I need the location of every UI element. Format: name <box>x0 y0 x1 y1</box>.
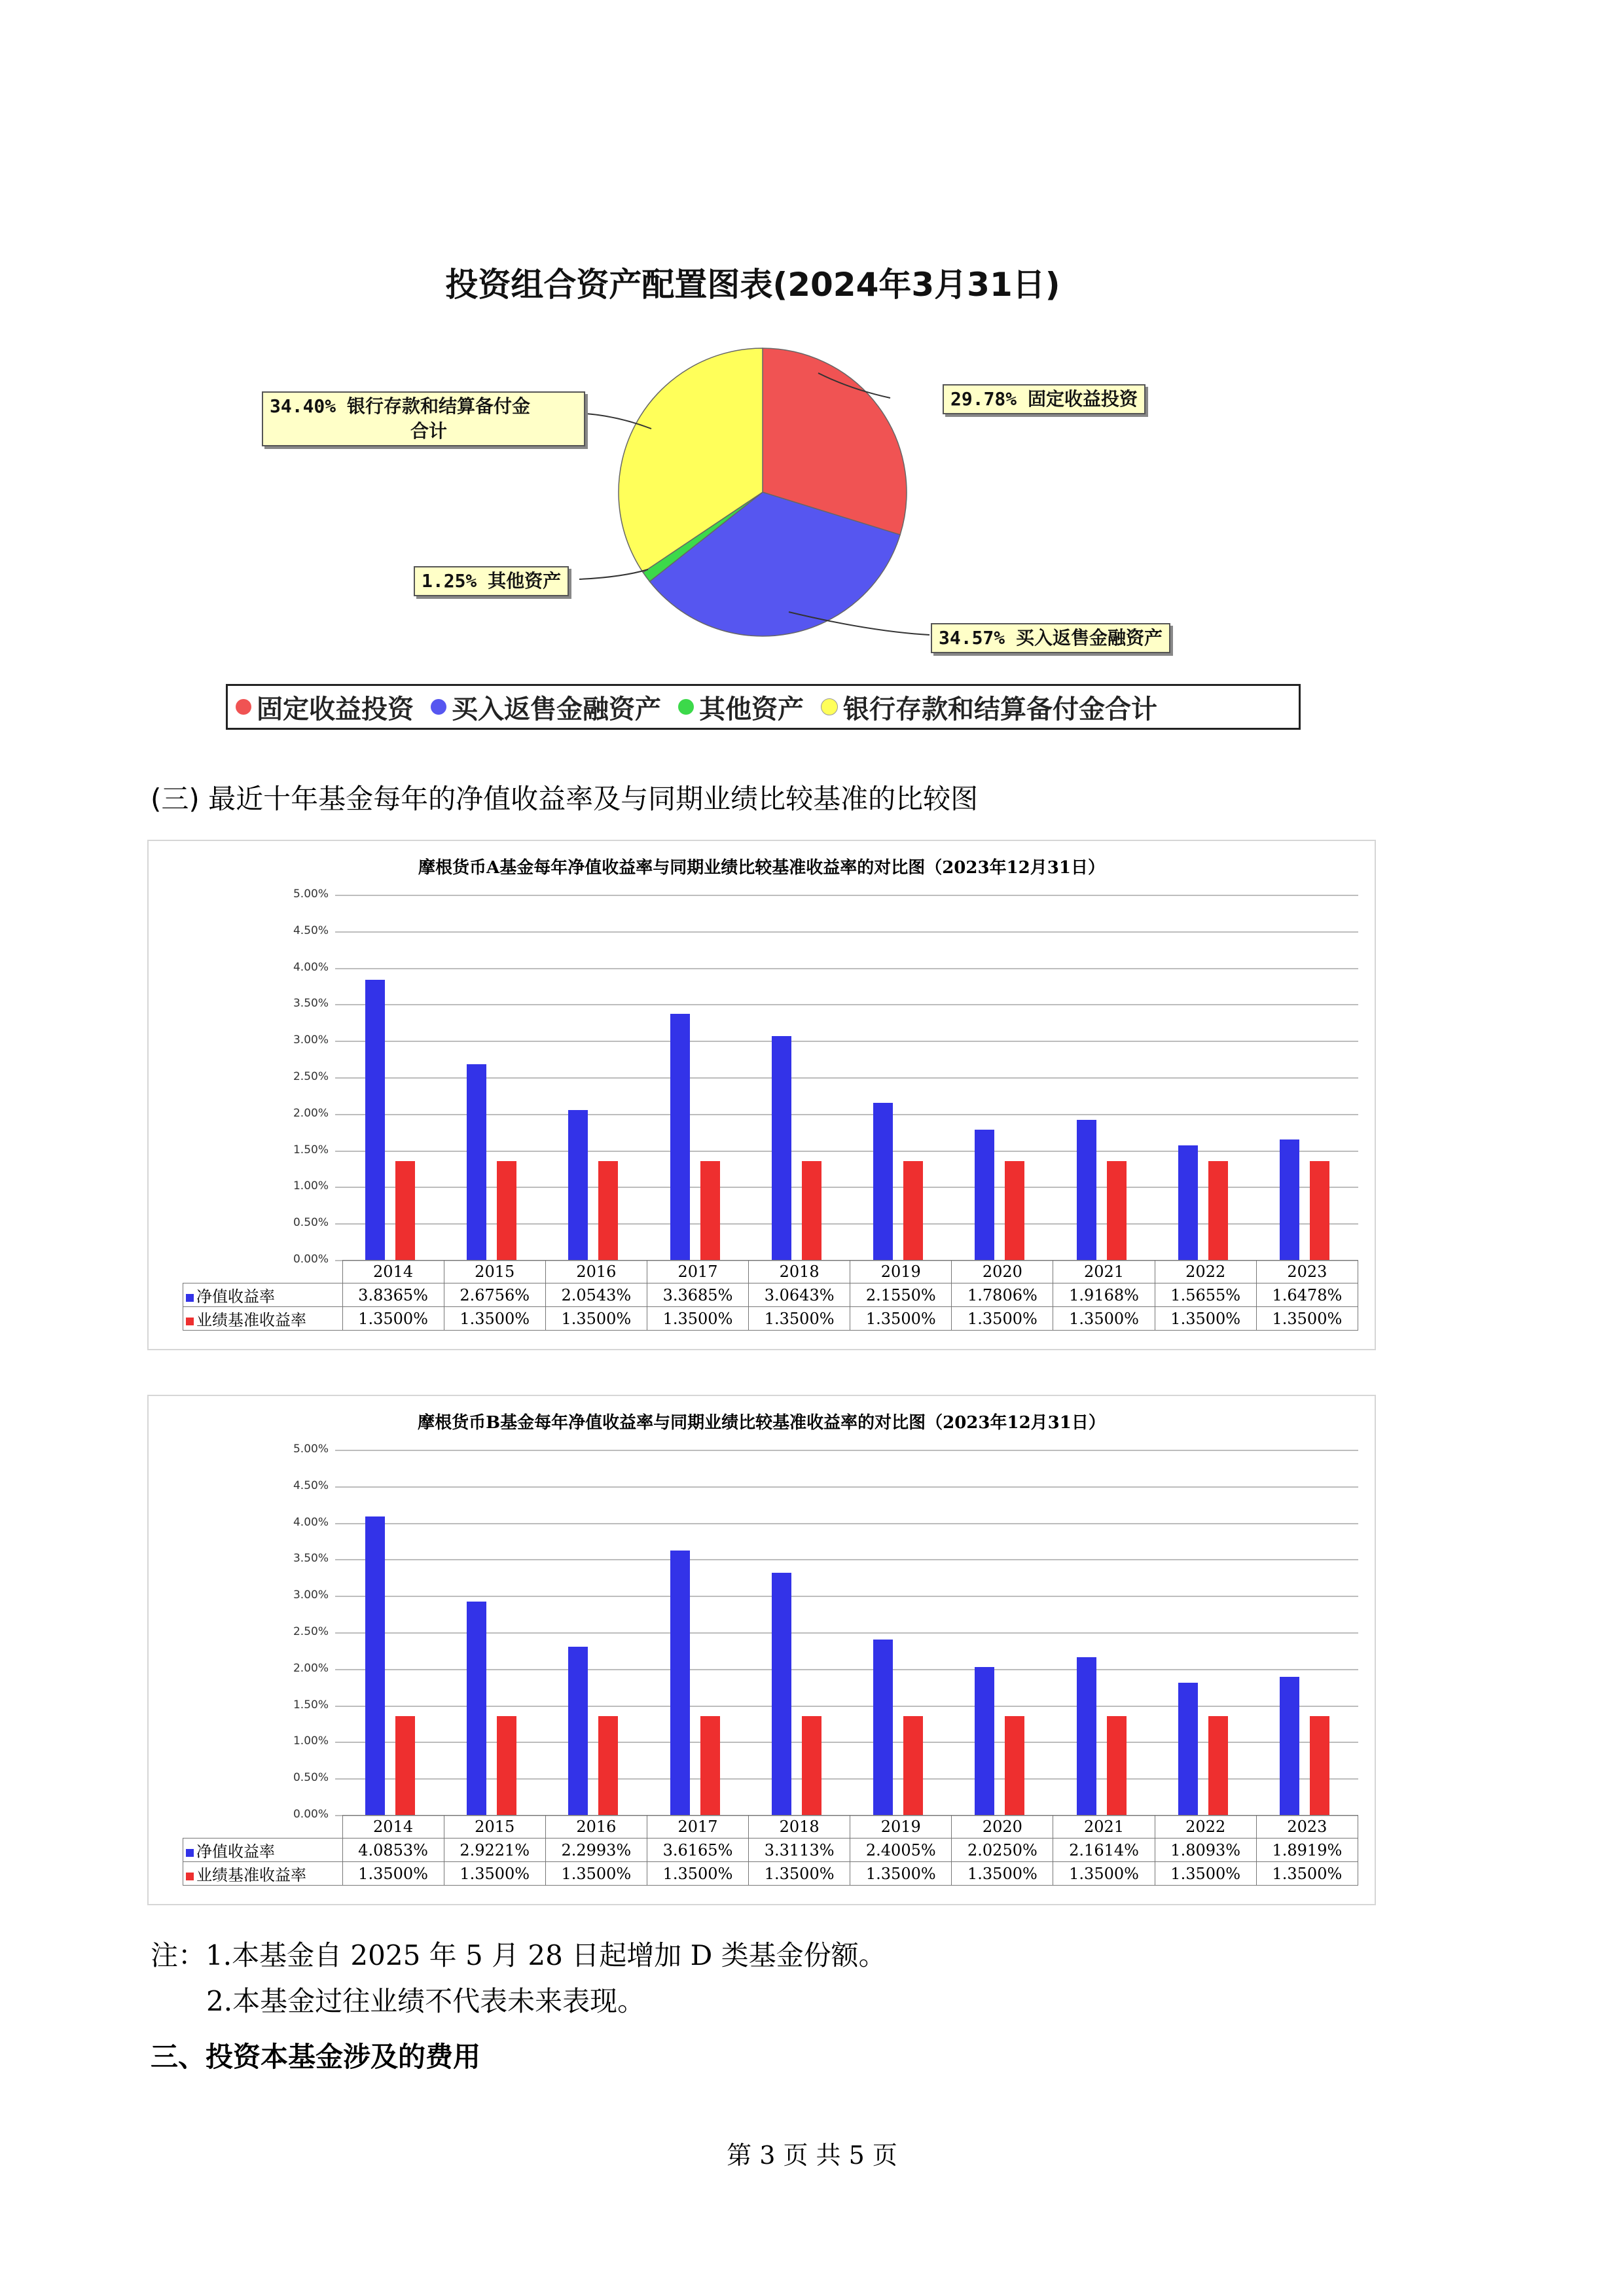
chart-b-y-tick-label: 2.00% <box>293 1661 329 1675</box>
chart-b-gridline <box>335 1596 1358 1597</box>
chart-a-gridline <box>335 1223 1358 1225</box>
pie-chart-title: 投资组合资产配置图表(2024年3月31日) <box>445 266 1060 304</box>
bar-chart-b-title: 摩根货币B基金每年净值收益率与同期业绩比较基准收益率的对比图（2023年12月31日） <box>418 1413 1106 1433</box>
chart-a-gridline <box>335 1187 1358 1188</box>
chart-b-bar-benchmark-2021 <box>1107 1716 1127 1815</box>
chart-b-y-tick-label: 3.00% <box>293 1588 329 1602</box>
chart-a-value-cell: 1.3500% <box>1053 1307 1155 1331</box>
chart-a-x-tick-label: 2017 <box>647 1261 748 1283</box>
chart-b-value-cell: 1.3500% <box>749 1862 850 1886</box>
chart-b-value-cell: 1.3500% <box>1155 1862 1256 1886</box>
chart-a-value-cell: 1.3500% <box>647 1307 748 1331</box>
chart-b-bar-nav-2016 <box>568 1647 588 1815</box>
pie-legend <box>226 684 1301 730</box>
chart-b-x-tick-label: 2014 <box>342 1816 444 1839</box>
chart-b-value-cell: 3.3113% <box>749 1839 850 1862</box>
legend-item-bank-deposits <box>821 689 1157 726</box>
chart-a-legend-swatch <box>186 1318 194 1325</box>
chart-a-bar-nav-2016 <box>568 1110 588 1260</box>
legend-dot-blue <box>431 699 446 715</box>
chart-a-bar-nav-2021 <box>1077 1120 1096 1260</box>
chart-a-y-tick-label: 2.50% <box>293 1070 329 1083</box>
chart-b-data-table <box>183 1815 1358 1886</box>
leader-line-other <box>579 569 648 579</box>
chart-a-bar-nav-2020 <box>975 1130 994 1260</box>
chart-b-y-tick-label: 0.00% <box>293 1808 329 1821</box>
chart-b-bar-nav-2021 <box>1077 1657 1096 1815</box>
chart-b-gridline <box>335 1706 1358 1707</box>
chart-b-gridline <box>335 1450 1358 1451</box>
chart-b-value-cell: 3.6165% <box>647 1839 748 1862</box>
chart-a-value-cell: 3.0643% <box>749 1283 850 1307</box>
chart-a-bar-nav-2014 <box>365 980 385 1260</box>
chart-b-bar-benchmark-2018 <box>802 1716 821 1815</box>
chart-b-value-cell: 1.8919% <box>1256 1839 1358 1862</box>
legend-item-reverse-repo <box>431 689 661 726</box>
legend-label: 固定收益投资 <box>257 694 414 725</box>
chart-a-x-tick-label: 2014 <box>342 1261 444 1283</box>
chart-b-legend-swatch <box>186 1849 194 1857</box>
bar-chart-b <box>147 1395 1376 1905</box>
chart-a-gridline <box>335 1041 1358 1042</box>
note-line-2: 2.本基金过往业绩不代表未来表现。 <box>206 1985 645 2017</box>
chart-a-y-tick-label: 5.00% <box>293 888 329 901</box>
chart-b-bar-benchmark-2023 <box>1310 1716 1329 1815</box>
chart-a-value-cell: 1.3500% <box>850 1307 952 1331</box>
chart-a-y-tick-label: 0.00% <box>293 1253 329 1266</box>
chart-b-gridline <box>335 1669 1358 1670</box>
chart-b-value-cell: 2.4005% <box>850 1839 952 1862</box>
callout-other-assets <box>414 566 569 596</box>
chart-a-x-tick-label: 2018 <box>749 1261 850 1283</box>
chart-a-value-cell: 3.3685% <box>647 1283 748 1307</box>
chart-b-value-cell: 1.3500% <box>1256 1862 1358 1886</box>
callout-fixed-pct: 29.78% <box>950 388 1017 410</box>
chart-a-x-tick-label: 2016 <box>545 1261 647 1283</box>
chart-a-value-cell: 1.3500% <box>1256 1307 1358 1331</box>
legend-item-fixed-income <box>236 689 414 726</box>
chart-b-x-tick-label: 2019 <box>850 1816 952 1839</box>
chart-a-value-cell: 1.5655% <box>1155 1283 1256 1307</box>
chart-b-y-tick-label: 1.00% <box>293 1734 329 1748</box>
callout-bank-line2: 合计 <box>410 420 448 442</box>
chart-a-y-tick-label: 2.00% <box>293 1106 329 1120</box>
callout-fixed-text: 固定收益投资 <box>1028 388 1138 410</box>
callout-reverse-repo <box>931 623 1170 653</box>
chart-a-value-cell: 1.6478% <box>1256 1283 1358 1307</box>
chart-b-bar-nav-2020 <box>975 1667 994 1815</box>
chart-a-bar-benchmark-2020 <box>1005 1161 1024 1260</box>
chart-b-value-cell: 1.3500% <box>342 1862 444 1886</box>
chart-a-value-cell: 1.3500% <box>749 1307 850 1331</box>
chart-b-bar-nav-2022 <box>1178 1683 1198 1815</box>
chart-b-bar-nav-2018 <box>772 1573 791 1815</box>
chart-b-gridline <box>335 1523 1358 1524</box>
chart-a-bar-benchmark-2016 <box>598 1161 618 1260</box>
chart-a-bar-benchmark-2019 <box>903 1161 923 1260</box>
chart-b-x-tick-label: 2015 <box>444 1816 545 1839</box>
chart-a-value-cell: 3.8365% <box>342 1283 444 1307</box>
chart-a-x-tick-label: 2021 <box>1053 1261 1155 1283</box>
bar-chart-a <box>147 840 1376 1350</box>
chart-b-gridline <box>335 1742 1358 1743</box>
chart-b-gridline <box>335 1778 1358 1780</box>
chart-b-series-label: 业绩基准收益率 <box>183 1862 343 1886</box>
chart-b-bar-benchmark-2019 <box>903 1716 923 1815</box>
page-footer: 第 3 页 共 5 页 <box>727 2141 897 2170</box>
chart-b-value-cell: 2.9221% <box>444 1839 545 1862</box>
chart-b-x-tick-label: 2018 <box>749 1816 850 1839</box>
chart-a-value-cell: 1.3500% <box>952 1307 1053 1331</box>
chart-a-value-cell: 2.6756% <box>444 1283 545 1307</box>
chart-b-bar-benchmark-2016 <box>598 1716 618 1815</box>
chart-a-gridline <box>335 968 1358 969</box>
chart-b-y-tick-label: 1.50% <box>293 1698 329 1712</box>
chart-b-value-cell: 1.3500% <box>1053 1862 1155 1886</box>
chart-b-bar-nav-2015 <box>467 1602 486 1815</box>
chart-a-value-cell: 1.3500% <box>444 1307 545 1331</box>
chart-b-value-cell: 4.0853% <box>342 1839 444 1862</box>
chart-a-value-cell: 1.9168% <box>1053 1283 1155 1307</box>
section-heading: (三) 最近十年基金每年的净值收益率及与同期业绩比较基准的比较图 <box>151 783 979 815</box>
chart-a-gridline <box>335 1077 1358 1079</box>
chart-a-bar-nav-2017 <box>670 1014 690 1260</box>
chart-a-bar-nav-2023 <box>1280 1139 1299 1260</box>
chart-b-x-tick-label: 2016 <box>545 1816 647 1839</box>
chart-b-y-tick-label: 4.00% <box>293 1515 329 1529</box>
chart-a-y-tick-label: 1.00% <box>293 1179 329 1193</box>
chart-a-bar-nav-2019 <box>873 1103 893 1260</box>
legend-dot-red <box>236 699 251 715</box>
chart-b-gridline <box>335 1632 1358 1634</box>
chart-a-series-label: 业绩基准收益率 <box>183 1307 343 1331</box>
chart-a-gridline <box>335 1004 1358 1005</box>
chart-a-y-tick-label: 1.50% <box>293 1143 329 1157</box>
chart-b-x-tick-label: 2020 <box>952 1816 1053 1839</box>
chart-b-bar-nav-2023 <box>1280 1677 1299 1815</box>
chart-b-gridline <box>335 1486 1358 1488</box>
chart-b-value-cell: 2.1614% <box>1053 1839 1155 1862</box>
chart-b-value-cell: 2.0250% <box>952 1839 1053 1862</box>
chart-b-bar-nav-2014 <box>365 1516 385 1815</box>
chart-a-x-tick-label: 2022 <box>1155 1261 1256 1283</box>
chart-a-y-tick-label: 4.00% <box>293 960 329 974</box>
callout-other-text: 其他资产 <box>488 570 562 592</box>
chart-a-value-cell: 1.3500% <box>342 1307 444 1331</box>
callout-bank-deposits <box>262 391 585 446</box>
chart-a-x-tick-label: 2020 <box>952 1261 1053 1283</box>
callout-reverse-text: 买入返售金融资产 <box>1016 627 1163 649</box>
chart-b-bar-benchmark-2020 <box>1005 1716 1024 1815</box>
chart-b-value-cell: 1.3500% <box>850 1862 952 1886</box>
chart-a-bar-benchmark-2014 <box>395 1161 415 1260</box>
chart-a-gridline <box>335 1114 1358 1115</box>
chart-b-value-cell: 1.3500% <box>444 1862 545 1886</box>
chart-b-bar-nav-2019 <box>873 1640 893 1815</box>
chart-a-bar-benchmark-2023 <box>1310 1161 1329 1260</box>
chart-b-x-tick-label: 2021 <box>1053 1816 1155 1839</box>
chart-b-value-cell: 1.3500% <box>952 1862 1053 1886</box>
chart-b-bar-benchmark-2017 <box>700 1716 720 1815</box>
chart-b-bar-benchmark-2015 <box>497 1716 516 1815</box>
legend-dot-green <box>678 699 694 715</box>
chart-a-bar-nav-2015 <box>467 1064 486 1260</box>
chart-a-x-tick-label: 2015 <box>444 1261 545 1283</box>
heading-fees: 三、投资本基金涉及的费用 <box>151 2041 481 2073</box>
legend-label: 其他资产 <box>699 694 804 725</box>
chart-b-x-tick-label: 2023 <box>1256 1816 1358 1839</box>
chart-a-bar-nav-2018 <box>772 1036 791 1260</box>
chart-a-y-tick-label: 3.00% <box>293 1033 329 1047</box>
chart-a-series-label: 净值收益率 <box>183 1283 343 1307</box>
note-line-1: 注：1.本基金自 2025 年 5 月 28 日起增加 D 类基金份额。 <box>151 1939 886 1971</box>
chart-a-value-cell: 2.1550% <box>850 1283 952 1307</box>
chart-a-y-tick-label: 4.50% <box>293 924 329 937</box>
legend-dot-yellow <box>821 698 838 715</box>
callout-reverse-pct: 34.57% <box>939 627 1005 649</box>
chart-b-y-tick-label: 4.50% <box>293 1479 329 1492</box>
chart-b-series-label: 净值收益率 <box>183 1839 343 1862</box>
chart-b-y-tick-label: 5.00% <box>293 1443 329 1456</box>
chart-a-y-tick-label: 3.50% <box>293 997 329 1011</box>
callout-bank-line1: 34.40% 银行存款和结算备付金 <box>270 395 531 417</box>
legend-label: 银行存款和结算备付金合计 <box>843 694 1157 725</box>
chart-a-value-cell: 2.0543% <box>545 1283 647 1307</box>
legend-label: 买入返售金融资产 <box>452 694 661 725</box>
chart-b-bar-benchmark-2014 <box>395 1716 415 1815</box>
chart-a-x-tick-label: 2019 <box>850 1261 952 1283</box>
chart-b-x-tick-label: 2017 <box>647 1816 748 1839</box>
chart-a-bar-benchmark-2018 <box>802 1161 821 1260</box>
callout-fixed-income <box>943 384 1146 414</box>
chart-a-legend-swatch <box>186 1294 194 1302</box>
chart-a-bar-benchmark-2022 <box>1208 1161 1228 1260</box>
chart-b-value-cell: 1.3500% <box>647 1862 748 1886</box>
pie-chart <box>0 0 1624 733</box>
chart-b-value-cell: 2.2993% <box>545 1839 647 1862</box>
chart-b-value-cell: 1.8093% <box>1155 1839 1256 1862</box>
chart-a-gridline <box>335 931 1358 933</box>
chart-a-x-tick-label: 2023 <box>1256 1261 1358 1283</box>
chart-a-value-cell: 1.3500% <box>1155 1307 1256 1331</box>
chart-b-y-tick-label: 3.50% <box>293 1552 329 1566</box>
bar-chart-a-title: 摩根货币A基金每年净值收益率与同期业绩比较基准收益率的对比图（2023年12月31日） <box>418 858 1105 878</box>
chart-a-bar-benchmark-2015 <box>497 1161 516 1260</box>
chart-b-bar-benchmark-2022 <box>1208 1716 1228 1815</box>
chart-a-gridline <box>335 895 1358 896</box>
chart-b-y-tick-label: 2.50% <box>293 1625 329 1638</box>
chart-b-y-tick-label: 0.50% <box>293 1771 329 1785</box>
chart-a-data-table <box>183 1260 1358 1331</box>
chart-a-value-cell: 1.7806% <box>952 1283 1053 1307</box>
chart-b-legend-swatch <box>186 1873 194 1880</box>
chart-a-gridline <box>335 1151 1358 1152</box>
legend-item-other-assets <box>678 689 804 726</box>
chart-a-y-tick-label: 0.50% <box>293 1216 329 1230</box>
chart-b-x-tick-label: 2022 <box>1155 1816 1256 1839</box>
chart-a-bar-nav-2022 <box>1178 1145 1198 1260</box>
chart-b-bar-nav-2017 <box>670 1551 690 1815</box>
chart-a-bar-benchmark-2017 <box>700 1161 720 1260</box>
chart-b-gridline <box>335 1559 1358 1560</box>
chart-a-value-cell: 1.3500% <box>545 1307 647 1331</box>
chart-a-bar-benchmark-2021 <box>1107 1161 1127 1260</box>
callout-other-pct: 1.25% <box>422 570 477 592</box>
chart-b-value-cell: 1.3500% <box>545 1862 647 1886</box>
